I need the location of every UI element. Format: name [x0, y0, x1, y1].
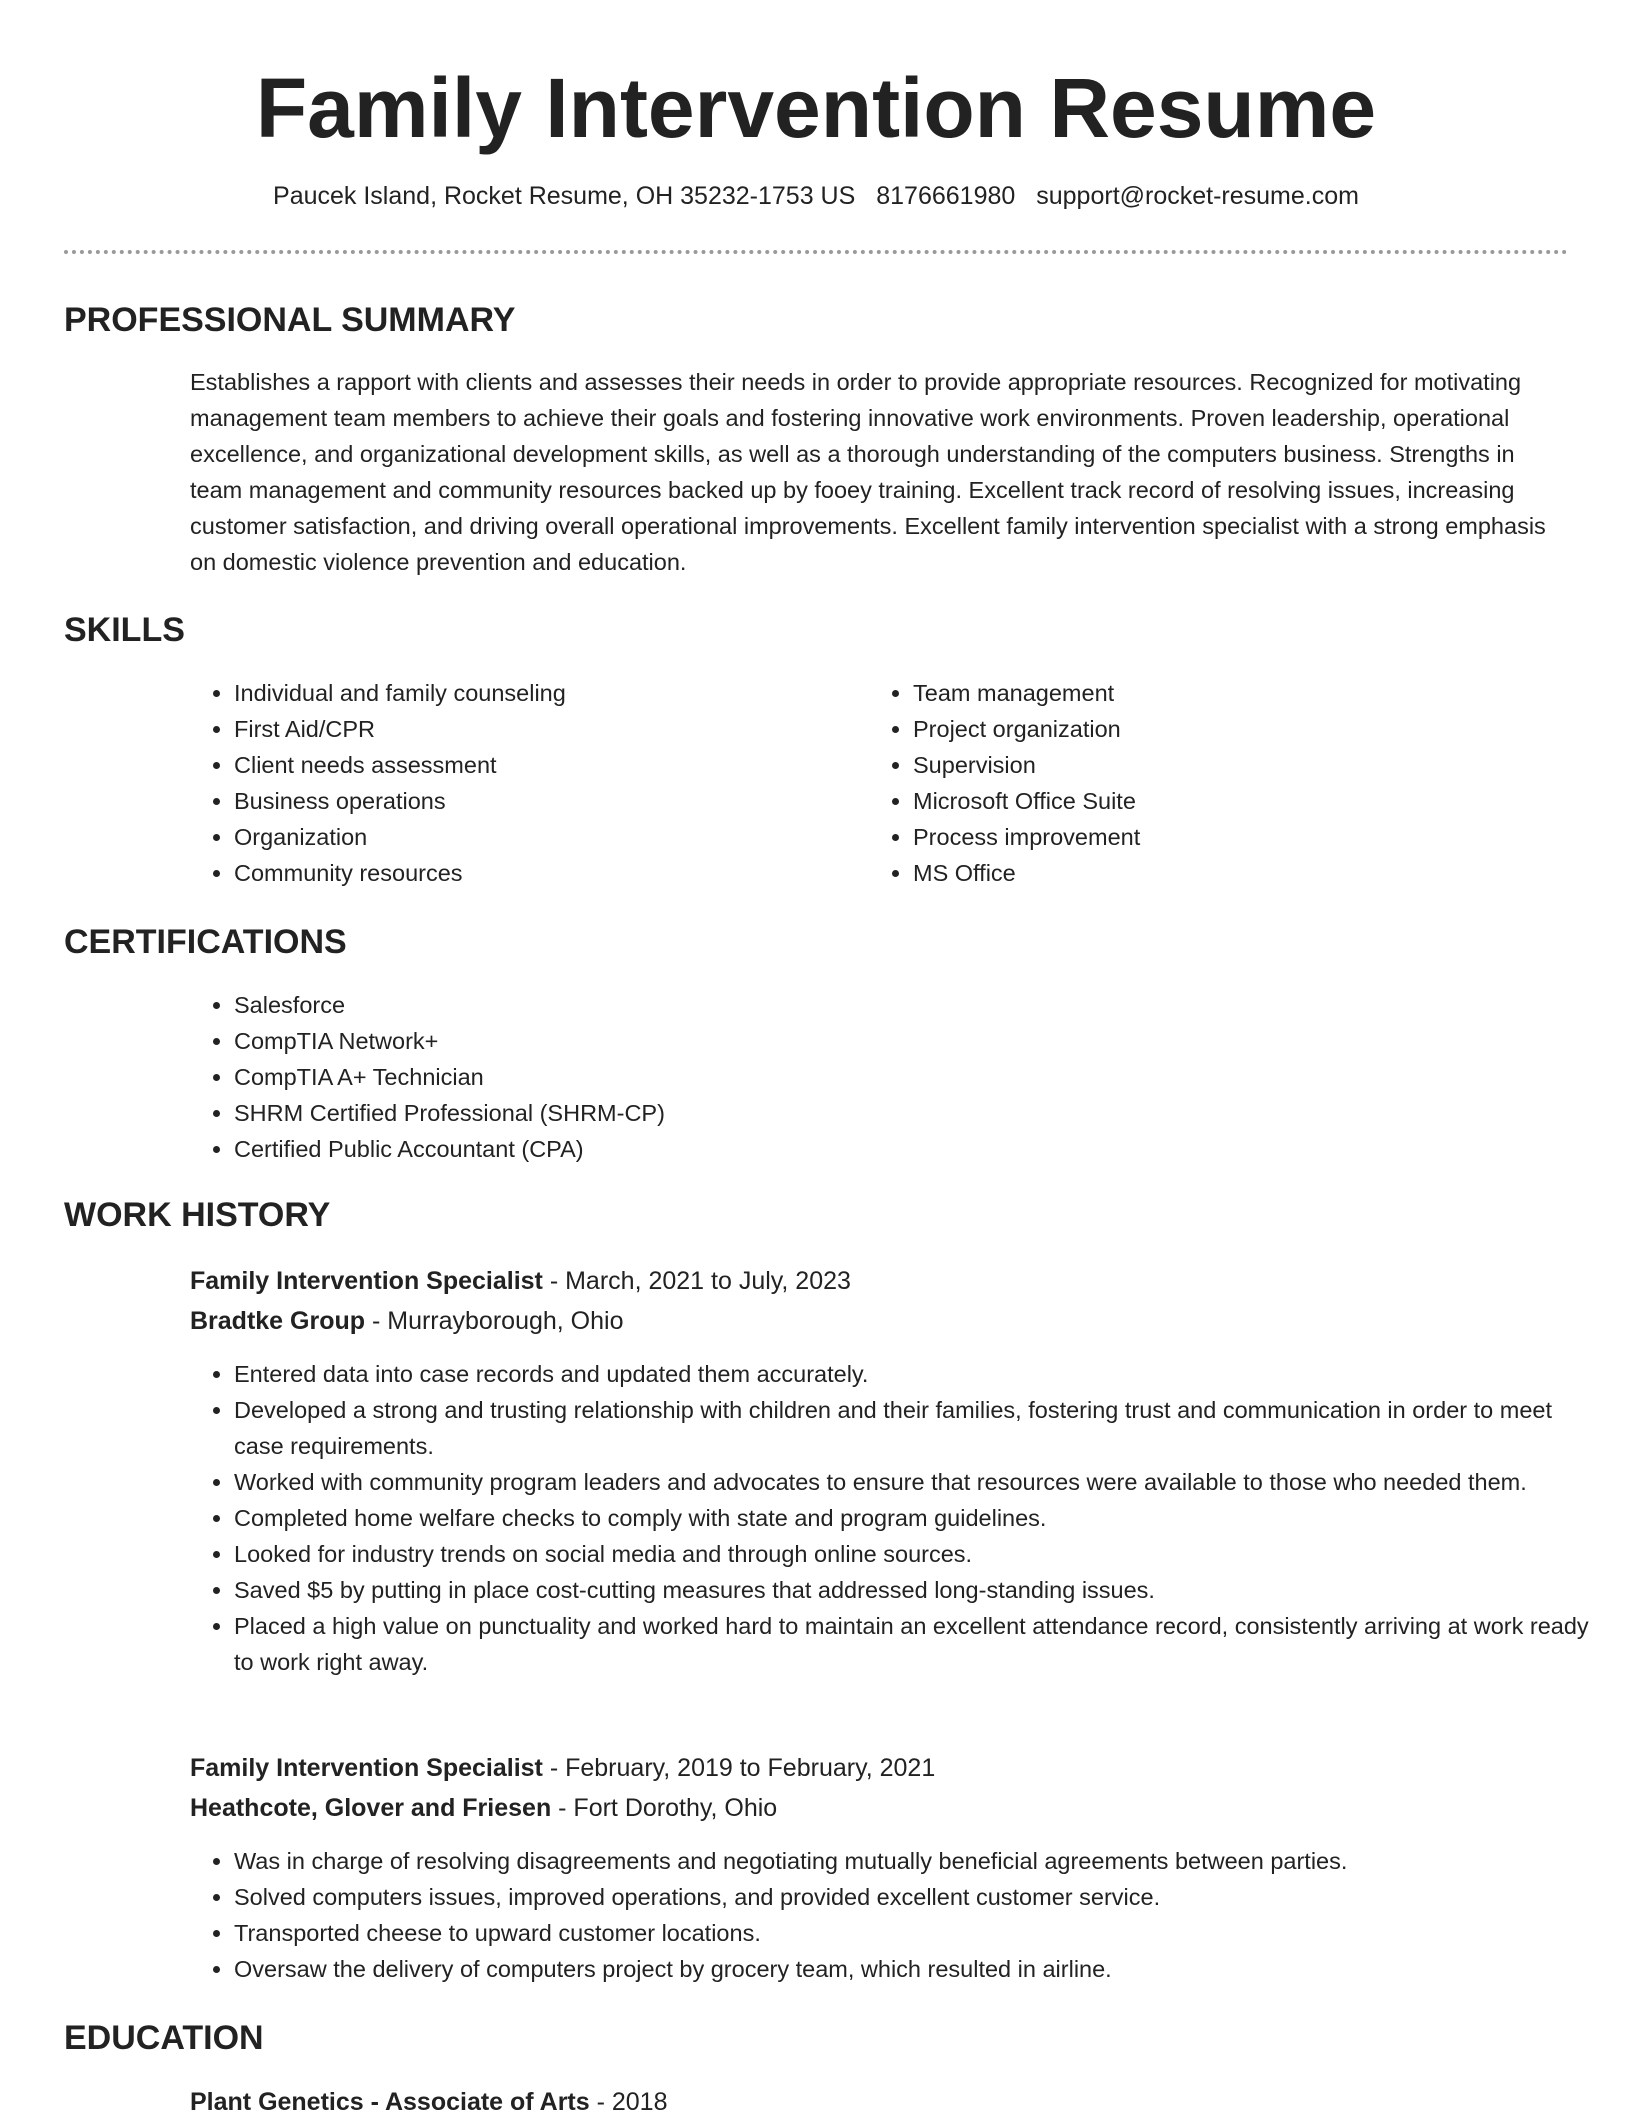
skill-item: • Process improvement	[913, 819, 1140, 855]
resume-title: Family Intervention Resume	[255, 61, 1377, 155]
job-bullet: • Completed home welfare checks to comply with state and program guidelines.	[234, 1500, 1604, 1536]
certification-item: • CompTIA Network+	[234, 1023, 665, 1059]
job-role: Family Intervention Specialist	[190, 1754, 543, 1782]
certifications-list	[190, 987, 665, 1167]
job-bullet: • Entered data into case records and updated them accurately.	[234, 1356, 1604, 1392]
education-year: - 2018	[589, 2088, 668, 2116]
contact-address: Paucek Island, Rocket Resume, OH 35232-1753 US	[273, 182, 856, 210]
education-line	[190, 2082, 668, 2122]
job-location: - Murrayborough, Ohio	[365, 1307, 624, 1335]
job-location: - Fort Dorothy, Ohio	[551, 1794, 778, 1822]
job-bullet: • Looked for industry trends on social media and through online sources.	[234, 1536, 1604, 1572]
education-degree: Plant Genetics - Associate of Arts	[190, 2088, 590, 2116]
job-bullet: • Oversaw the delivery of computers project by grocery team, which resulted in airline.	[234, 1951, 1604, 1987]
skill-item: • Project organization	[913, 711, 1140, 747]
job-bullet: • Placed a high value on punctuality and worked hard to maintain an excellent attendance record, consistently arriving at work ready to work right away.	[234, 1608, 1604, 1680]
job-bullet: • Solved computers issues, improved operations, and provided excellent customer service.	[234, 1879, 1604, 1915]
certification-item: • Salesforce	[234, 987, 665, 1023]
section-title-education: EDUCATION	[64, 2019, 264, 2057]
job-company-line	[190, 1788, 777, 1828]
job-bullet: • Transported cheese to upward customer locations.	[234, 1915, 1604, 1951]
skill-item: • First Aid/CPR	[234, 711, 566, 747]
skill-item: • Community resources	[234, 855, 566, 891]
job-company-line	[190, 1301, 623, 1341]
job-company: Heathcote, Glover and Friesen	[190, 1794, 552, 1822]
job-bullets	[190, 1356, 1604, 1680]
summary-text: Establishes a rapport with clients and assesses their needs in order to provide appropriate resources. Recognized for motivating management team members to achieve their goals and fostering innovative work environments. Proven leadership, operational excellence, and organizational development skills, as well as a thorough understanding of the computers business. Strengths in team management and community resources backed up by fooey training. Excellent track record of resolving issues, increasing customer satisfaction, and driving overall operational improvements. Excellent family intervention specialist with a strong emphasis on domestic violence prevention and education.	[190, 369, 1546, 575]
skills-list-left	[190, 675, 566, 891]
job-title-line	[190, 1261, 851, 1301]
skill-item: • Business operations	[234, 783, 566, 819]
skill-item: • Client needs assessment	[234, 747, 566, 783]
job-bullet: • Was in charge of resolving disagreements and negotiating mutually beneficial agreements between parties.	[234, 1843, 1604, 1879]
contact-email: support@rocket-resume.com	[1036, 182, 1359, 210]
job-bullet: • Developed a strong and trusting relationship with children and their families, fostering trust and communication in order to meet case requirements.	[234, 1392, 1604, 1464]
certification-item: • CompTIA A+ Technician	[234, 1059, 665, 1095]
skill-item: • Supervision	[913, 747, 1140, 783]
job-dates: - February, 2019 to February, 2021	[542, 1754, 936, 1782]
job-bullets	[190, 1843, 1604, 1987]
job-title-line	[190, 1748, 935, 1788]
section-title-summary: PROFESSIONAL SUMMARY	[64, 301, 516, 339]
contact-phone: 8176661980	[876, 182, 1016, 210]
skill-item: • Individual and family counseling	[234, 675, 566, 711]
skills-list-right	[869, 675, 1140, 891]
job-role: Family Intervention Specialist	[190, 1267, 543, 1295]
certification-item: • SHRM Certified Professional (SHRM-CP)	[234, 1095, 665, 1131]
section-title-certifications: CERTIFICATIONS	[64, 923, 347, 961]
contact-line	[0, 182, 1632, 211]
skill-item: • Microsoft Office Suite	[913, 783, 1140, 819]
skill-item: • Team management	[913, 675, 1140, 711]
section-title-work-history: WORK HISTORY	[64, 1196, 331, 1234]
header-divider	[64, 250, 1568, 254]
job-bullet: • Worked with community program leaders and advocates to ensure that resources were available to those who needed them.	[234, 1464, 1604, 1500]
skill-item: • Organization	[234, 819, 566, 855]
skill-item: • MS Office	[913, 855, 1140, 891]
job-dates: - March, 2021 to July, 2023	[542, 1267, 851, 1295]
section-title-skills: SKILLS	[64, 611, 185, 649]
job-bullet: • Saved $5 by putting in place cost-cutting measures that addressed long-standing issues.	[234, 1572, 1604, 1608]
job-company: Bradtke Group	[190, 1307, 366, 1335]
certification-item: • Certified Public Accountant (CPA)	[234, 1131, 665, 1167]
